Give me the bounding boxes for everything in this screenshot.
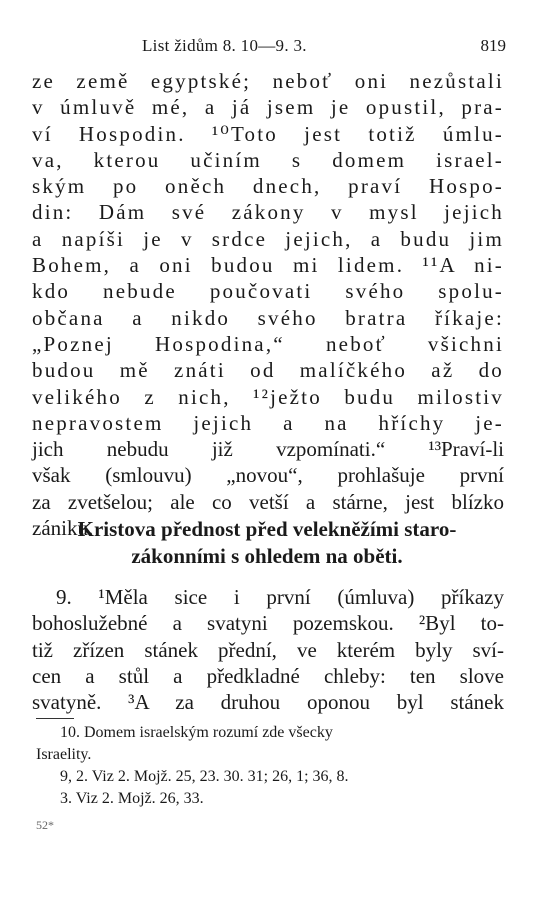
chapter-line: 9. ¹Měla sice i první (úmluva) příkazy (56, 585, 504, 609)
chapter-line: bohoslužebné a svatyni pozemskou. ²Byl to- (32, 611, 504, 636)
text-line: však (smlouvu) „novou“, prohlašuje první (32, 463, 504, 488)
section-title-line: zákonními s ohledem na oběti. (131, 544, 403, 568)
text-line: v úmluvě mé, a já jsem je opustil, pra- (32, 95, 504, 120)
body-text (32, 68, 504, 541)
footnote-line: 3. Viz 2. Mojž. 26, 33. (60, 790, 204, 807)
running-title: List židům 8. 10—9. 3. (142, 36, 307, 55)
text-line: Bohem, a oni budou mi lidem. ¹¹A ni- (32, 253, 504, 278)
text-line: budou mě znáti od malíčkého až do (32, 358, 504, 383)
text-line: ským po oněch dnech, praví Hospo- (32, 174, 504, 199)
text-line: kdo nebude poučovati svého spolu- (32, 279, 504, 304)
footnote-line: 9, 2. Viz 2. Mojž. 25, 23. 30. 31; 26, 1; 36, 8. (60, 768, 349, 785)
page-number: 819 (480, 36, 506, 55)
chapter-line: cen a stůl a předkladné chleby: ten slove (32, 663, 504, 688)
text-line: jich nebudu již vzpomínati.“ ¹³Praví-li (32, 437, 504, 462)
footnote-line: 10. Domem israelským rozumí zde všecky (60, 724, 333, 741)
text-line: a napíši je v srdce jejich, a budu jim (32, 226, 504, 251)
text-line: velikého z nich, ¹²ježto budu milostiv (32, 384, 504, 409)
footnote-separator (36, 718, 74, 719)
footnotes (36, 722, 504, 810)
text-line: za zvetšelou; ale co vetší a stárne, jest blízko (32, 489, 504, 514)
text-line: občana a nikdo svého bratra říkaje: (32, 305, 504, 330)
text-line: ví Hospodin. ¹⁰Toto jest totiž úmlu- (32, 121, 504, 146)
chapter-line: tiž zřízen stánek přední, ve kterém byly sví- (32, 637, 504, 662)
text-line: zániku. (32, 516, 94, 541)
footnote-line: Israelity. (36, 746, 92, 763)
text-line: va, kterou učiním s domem israel- (32, 147, 504, 172)
text-line: „Poznej Hospodina,“ neboť všichni (32, 331, 504, 356)
page-header (32, 36, 506, 60)
text-line: ze země egyptské; neboť oni nezůstali (32, 69, 504, 93)
chapter-line: svatyně. ³A za druhou oponou byl stánek (32, 690, 504, 715)
printer-signature: 52* (36, 818, 54, 832)
text-line: nepravostem jejich a na hříchy je- (32, 410, 504, 435)
text-line: din: Dám své zákony v mysl jejich (32, 200, 504, 225)
section-title-line: Kristova přednost před velekněžími staro- (77, 517, 457, 541)
chapter-9-text (32, 584, 504, 715)
section-title (28, 516, 506, 570)
